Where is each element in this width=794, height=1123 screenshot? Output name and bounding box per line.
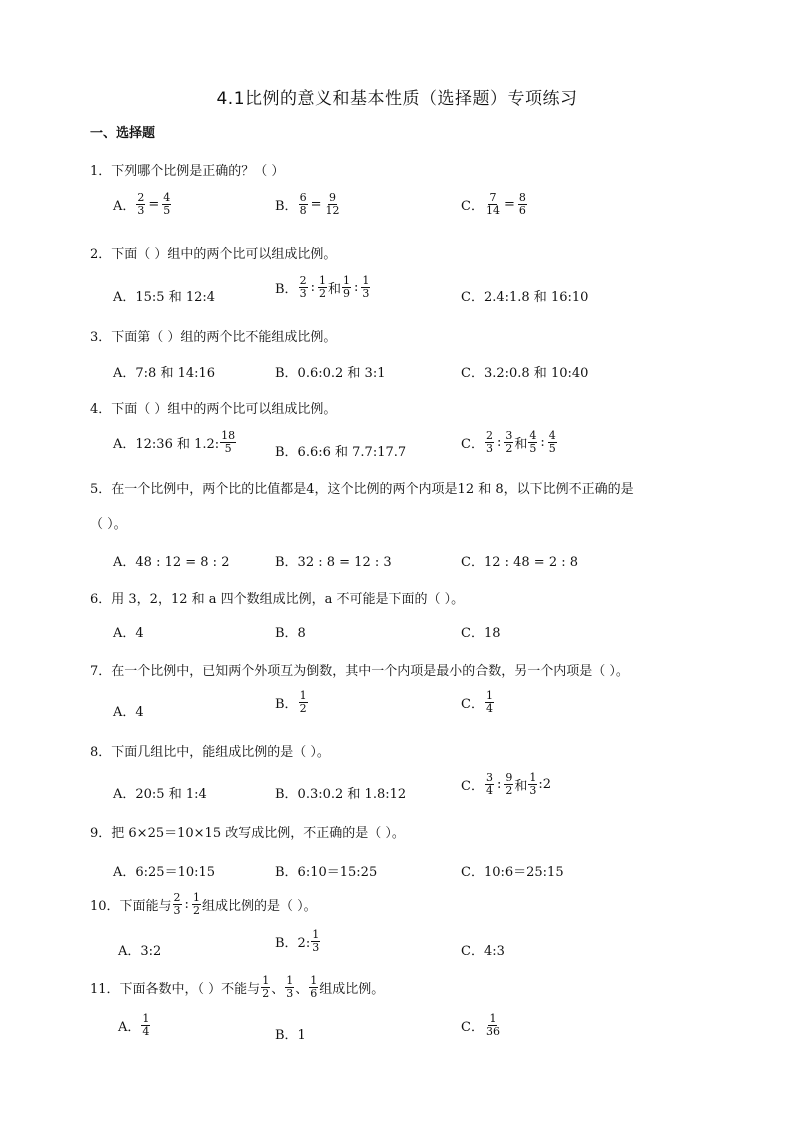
- option-b[interactable]: [275, 622, 306, 641]
- option-b[interactable]: [275, 192, 341, 217]
- text-segment: A．12:36 和 1.2:: [113, 437, 220, 452]
- text-segment: C．4:3: [461, 944, 505, 959]
- fraction-numerator: 9: [328, 191, 336, 204]
- math-symbol: =: [148, 197, 160, 212]
- text-segment: B．32 : 8 = 12 : 3: [275, 555, 392, 570]
- fraction-numerator: 4: [529, 429, 537, 442]
- fraction-numerator: 9: [505, 771, 513, 784]
- fraction-numerator: 1: [310, 974, 318, 987]
- fraction: [136, 192, 145, 217]
- question-text: 6．用 3，2，12 和 a 四个数组成比例，a 不可能是下面的（ ）。: [90, 592, 465, 607]
- fraction-numerator: 1: [318, 274, 326, 287]
- text-segment: A．15:5 和 12:4: [113, 290, 216, 305]
- text-segment: 组成比例。: [319, 982, 385, 997]
- fraction-numerator: 2: [137, 191, 145, 204]
- option-a[interactable]: [113, 362, 215, 381]
- page-title: 4.1比例的意义和基本性质（选择题）专项练习: [216, 89, 578, 109]
- question-text: 9．把 6×25＝10×15 改写成比例，不正确的是（ ）。: [90, 826, 405, 841]
- fraction-numerator: 2: [173, 891, 181, 904]
- option-b[interactable]: [275, 441, 406, 460]
- question-text: [90, 892, 317, 917]
- fraction-numerator: 18: [221, 429, 236, 442]
- math-symbol: :: [310, 280, 315, 295]
- fraction: [318, 275, 327, 300]
- fraction-denominator: 3: [173, 904, 181, 917]
- text-segment: A．6:25＝10:15: [113, 865, 216, 880]
- option-c[interactable]: [461, 362, 588, 381]
- option-c[interactable]: [461, 551, 578, 570]
- fraction: [220, 430, 236, 455]
- option-a[interactable]: [113, 622, 144, 641]
- question-text: 8．下面几组比中，能组成比例的是（ ）。: [90, 745, 330, 760]
- text-segment: B．0.6:0.2 和 3:1: [275, 366, 386, 381]
- fraction: [311, 929, 320, 954]
- fraction-numerator: 2: [485, 429, 493, 442]
- option-a[interactable]: [113, 286, 215, 305]
- text-segment: C．: [461, 779, 484, 794]
- section-heading: 一、选择题: [90, 126, 156, 141]
- fraction: [528, 772, 537, 797]
- question-text: [90, 975, 384, 1000]
- text-segment: B．2:: [275, 936, 311, 951]
- text-segment: B．0.3:0.2 和 1.8:12: [275, 787, 407, 802]
- option-c[interactable]: [461, 192, 528, 217]
- fraction-denominator: 36: [485, 1025, 500, 1038]
- option-b[interactable]: [275, 690, 309, 715]
- option-b[interactable]: [275, 783, 406, 802]
- text-segment: C．: [461, 199, 484, 214]
- option-c[interactable]: [461, 940, 505, 959]
- question-text: 2．下面（ ）组中的两个比可以组成比例。: [90, 247, 337, 262]
- fraction-denominator: 6: [518, 204, 526, 217]
- fraction-numerator: 4: [163, 191, 171, 204]
- fraction-denominator: 6: [310, 987, 318, 1000]
- fraction: [192, 892, 201, 917]
- option-c[interactable]: [461, 430, 558, 455]
- text-segment: A．4: [113, 705, 144, 720]
- text-segment: C．: [461, 697, 484, 712]
- text-segment: B．: [275, 697, 298, 712]
- question-text: 4．下面（ ）组中的两个比可以组成比例。: [90, 402, 337, 417]
- fraction-numerator: 7: [489, 191, 497, 204]
- math-symbol: :: [540, 435, 545, 450]
- option-b[interactable]: [275, 861, 377, 880]
- fraction: [141, 1013, 150, 1038]
- fraction-denominator: 5: [548, 442, 556, 455]
- fraction: [309, 975, 318, 1000]
- fraction-denominator: 4: [142, 1025, 150, 1038]
- text-segment: A．48 : 12 = 8 : 2: [113, 555, 230, 570]
- option-c[interactable]: [461, 772, 551, 797]
- text-segment: C．: [461, 437, 484, 452]
- fraction: [518, 192, 527, 217]
- fraction: [528, 430, 537, 455]
- math-symbol: :: [496, 435, 502, 450]
- math-symbol: :: [184, 897, 189, 912]
- option-b[interactable]: [275, 929, 321, 954]
- option-b[interactable]: [275, 275, 371, 300]
- option-a[interactable]: [113, 192, 172, 217]
- text-segment: A．7:8 和 14:16: [113, 366, 216, 381]
- fraction-denominator: 9: [342, 287, 350, 300]
- question-text: 1．下列哪个比例是正确的？（ ）: [90, 164, 285, 179]
- option-c[interactable]: [461, 622, 501, 641]
- text-segment: A．: [113, 199, 136, 214]
- fraction: [485, 1013, 501, 1038]
- option-a[interactable]: [113, 701, 144, 720]
- text-segment: C．12 : 48 = 2 : 8: [461, 555, 579, 570]
- option-c[interactable]: [461, 690, 495, 715]
- question-text: 7．在一个比例中，已知两个外项互为倒数，其中一个内项是最小的合数，另一个内项是（ ）。: [90, 664, 629, 679]
- fraction-numerator: 6: [299, 191, 307, 204]
- fraction-numerator: 8: [518, 191, 526, 204]
- option-a[interactable]: [118, 940, 161, 959]
- fraction: [504, 430, 513, 455]
- fraction-denominator: 2: [262, 987, 270, 1000]
- text-segment: A．4: [113, 626, 144, 641]
- option-c[interactable]: [461, 286, 588, 305]
- text-segment: 10．下面能与: [90, 899, 172, 914]
- text-segment: 和: [327, 282, 341, 297]
- option-c[interactable]: [461, 1013, 502, 1038]
- math-symbol: =: [503, 197, 515, 212]
- fraction: [162, 192, 171, 217]
- fraction-numerator: 3: [505, 429, 513, 442]
- fraction-denominator: 12: [325, 204, 340, 217]
- text-segment: B．: [275, 282, 298, 297]
- fraction-denominator: 3: [362, 287, 370, 300]
- fraction: [299, 192, 308, 217]
- fraction-denominator: 5: [224, 442, 232, 455]
- fraction: [504, 772, 513, 797]
- fraction-denominator: 2: [505, 442, 513, 455]
- text-segment: C．: [461, 1020, 484, 1035]
- fraction: [299, 275, 308, 300]
- fraction-numerator: 1: [312, 928, 320, 941]
- fraction-numerator: 1: [485, 689, 493, 702]
- math-symbol: :: [496, 777, 502, 792]
- text-segment: 组成比例的是（ ）。: [201, 899, 317, 914]
- option-a[interactable]: [113, 551, 229, 570]
- fraction: [299, 690, 308, 715]
- fraction-denominator: 5: [163, 204, 171, 217]
- question-text: 3．下面第（ ）组的两个比不能组成比例。: [90, 330, 337, 345]
- math-symbol: =: [310, 197, 322, 212]
- text-segment: C．3.2:0.8 和 10:40: [461, 366, 589, 381]
- option-a[interactable]: [118, 1013, 151, 1038]
- fraction-numerator: 3: [485, 771, 493, 784]
- fraction: [261, 975, 270, 1000]
- text-segment: :2: [538, 777, 552, 792]
- fraction: [285, 975, 294, 1000]
- text-segment: 和: [514, 779, 528, 794]
- text-segment: B．6:10＝15:25: [275, 865, 378, 880]
- text-segment: C．18: [461, 626, 501, 641]
- text-segment: 、: [295, 982, 309, 997]
- fraction-denominator: 2: [505, 784, 513, 797]
- fraction-denominator: 2: [318, 287, 326, 300]
- option-b[interactable]: [275, 1024, 306, 1043]
- text-segment: C．10:6＝25:15: [461, 865, 564, 880]
- fraction: [324, 192, 340, 217]
- fraction-denominator: 3: [137, 204, 145, 217]
- option-c[interactable]: [461, 861, 564, 880]
- fraction-numerator: 1: [342, 274, 350, 287]
- fraction-numerator: 1: [262, 974, 270, 987]
- text-segment: B．6.6:6 和 7.7:17.7: [275, 445, 407, 460]
- question-text-continued: （ ）。: [90, 517, 127, 532]
- fraction-denominator: 14: [485, 204, 500, 217]
- fraction-numerator: 2: [299, 274, 307, 287]
- option-b[interactable]: [275, 551, 392, 570]
- question-text: 5．在一个比例中，两个比的比值都是4，这个比例的两个内项是12 和 8，以下比例不正确的是: [90, 482, 634, 497]
- fraction-denominator: 2: [299, 702, 307, 715]
- fraction-numerator: 1: [142, 1012, 150, 1025]
- fraction: [548, 430, 557, 455]
- fraction-denominator: 3: [312, 941, 320, 954]
- fraction: [485, 192, 501, 217]
- text-segment: B．8: [275, 626, 306, 641]
- text-segment: 11．下面各数中，（ ）不能与: [90, 982, 261, 997]
- text-segment: C．2.4:1.8 和 16:10: [461, 290, 589, 305]
- fraction: [485, 772, 494, 797]
- fraction-numerator: 1: [286, 974, 294, 987]
- option-a[interactable]: [113, 430, 237, 455]
- fraction: [361, 275, 370, 300]
- math-symbol: :: [353, 280, 359, 295]
- text-segment: 和: [514, 437, 528, 452]
- text-segment: A．: [118, 1020, 141, 1035]
- fraction-numerator: 1: [529, 771, 537, 784]
- fraction-denominator: 4: [485, 702, 493, 715]
- text-segment: A．20:5 和 1:4: [113, 787, 207, 802]
- fraction-denominator: 2: [192, 904, 200, 917]
- fraction: [485, 690, 494, 715]
- fraction-denominator: 3: [286, 987, 294, 1000]
- option-a[interactable]: [113, 783, 207, 802]
- fraction-numerator: 1: [299, 689, 307, 702]
- fraction-denominator: 8: [299, 204, 307, 217]
- fraction-denominator: 4: [485, 784, 493, 797]
- fraction: [173, 892, 182, 917]
- fraction-denominator: 3: [299, 287, 307, 300]
- fraction-denominator: 5: [529, 442, 537, 455]
- fraction-numerator: 1: [489, 1012, 497, 1025]
- fraction-denominator: 3: [529, 784, 537, 797]
- fraction-numerator: 1: [192, 891, 200, 904]
- option-a[interactable]: [113, 861, 215, 880]
- fraction-numerator: 4: [548, 429, 556, 442]
- option-b[interactable]: [275, 362, 385, 381]
- fraction: [485, 430, 494, 455]
- text-segment: A．3:2: [118, 944, 162, 959]
- text-segment: 、: [271, 982, 285, 997]
- fraction: [342, 275, 351, 300]
- text-segment: B．1: [275, 1028, 306, 1043]
- fraction-numerator: 1: [362, 274, 370, 287]
- text-segment: B．: [275, 199, 298, 214]
- fraction-denominator: 3: [485, 442, 493, 455]
